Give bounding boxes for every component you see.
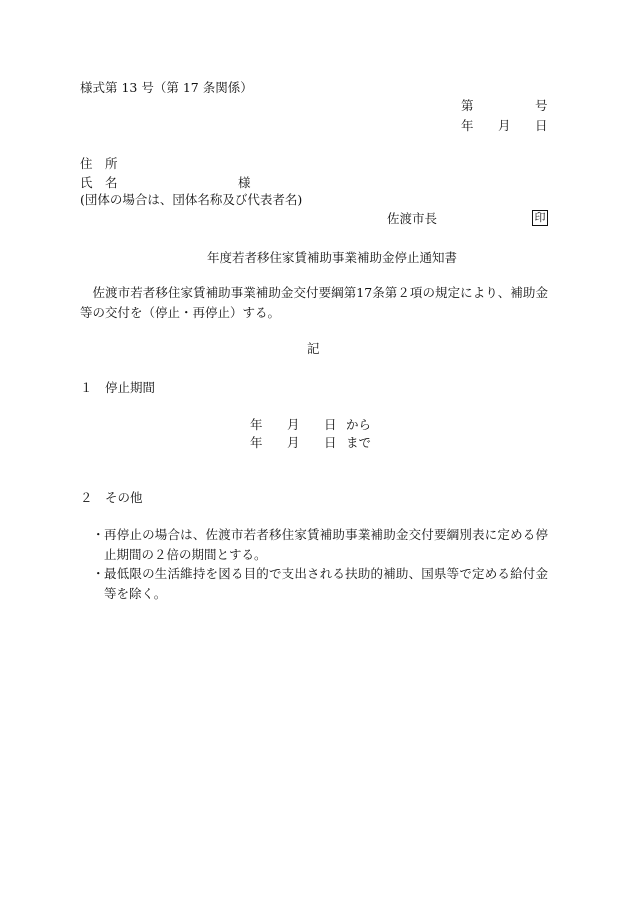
to-day: 日	[324, 435, 337, 450]
bullet-text: 再停止の場合は、佐渡市若者移住家賃補助事業補助金交付要綱別表に定める停止期間の２倍の期間とする。	[104, 527, 548, 562]
to-suffix: まで	[346, 435, 372, 450]
date-day: 日	[535, 118, 548, 133]
list-item	[92, 564, 548, 604]
bullet-text: 最低限の生活維持を図る目的で支出される扶助的補助、国県等で定める給付金等を除く。	[104, 566, 548, 601]
doc-number-go: 号	[535, 98, 548, 113]
from-year: 年	[250, 417, 263, 432]
ki-heading: 記	[307, 341, 320, 356]
seal-mark: 印	[532, 210, 548, 226]
section1-heading: １ 停止期間	[80, 380, 156, 395]
doc-number-dai: 第	[461, 98, 474, 113]
honorific: 様	[238, 175, 251, 190]
body-paragraph: 佐渡市若者移住家賃補助事業補助金交付要綱第17条第２項の規定により、補助金等の交付を（停止・再停止）する。	[80, 285, 548, 320]
date-year: 年	[461, 118, 474, 133]
bullet-mark: ・	[92, 566, 105, 581]
section2-heading: ２ その他	[80, 490, 143, 505]
from-day: 日	[324, 417, 337, 432]
issuer-title: 佐渡市長	[387, 211, 438, 226]
form-number: 様式第 13 号（第 17 条関係）	[80, 80, 253, 95]
date-month: 月	[498, 118, 511, 133]
to-month: 月	[287, 435, 300, 450]
bullet-mark: ・	[92, 527, 105, 542]
from-suffix: から	[346, 417, 372, 432]
organization-note: (団体の場合は、団体名称及び代表者名)	[80, 192, 303, 207]
address-label: 住 所	[80, 156, 118, 171]
document-title: 年度若者移住家賃補助事業補助金停止通知書	[207, 250, 458, 265]
name-label: 氏 名	[80, 175, 118, 190]
from-month: 月	[287, 417, 300, 432]
to-year: 年	[250, 435, 263, 450]
list-item	[92, 525, 548, 565]
